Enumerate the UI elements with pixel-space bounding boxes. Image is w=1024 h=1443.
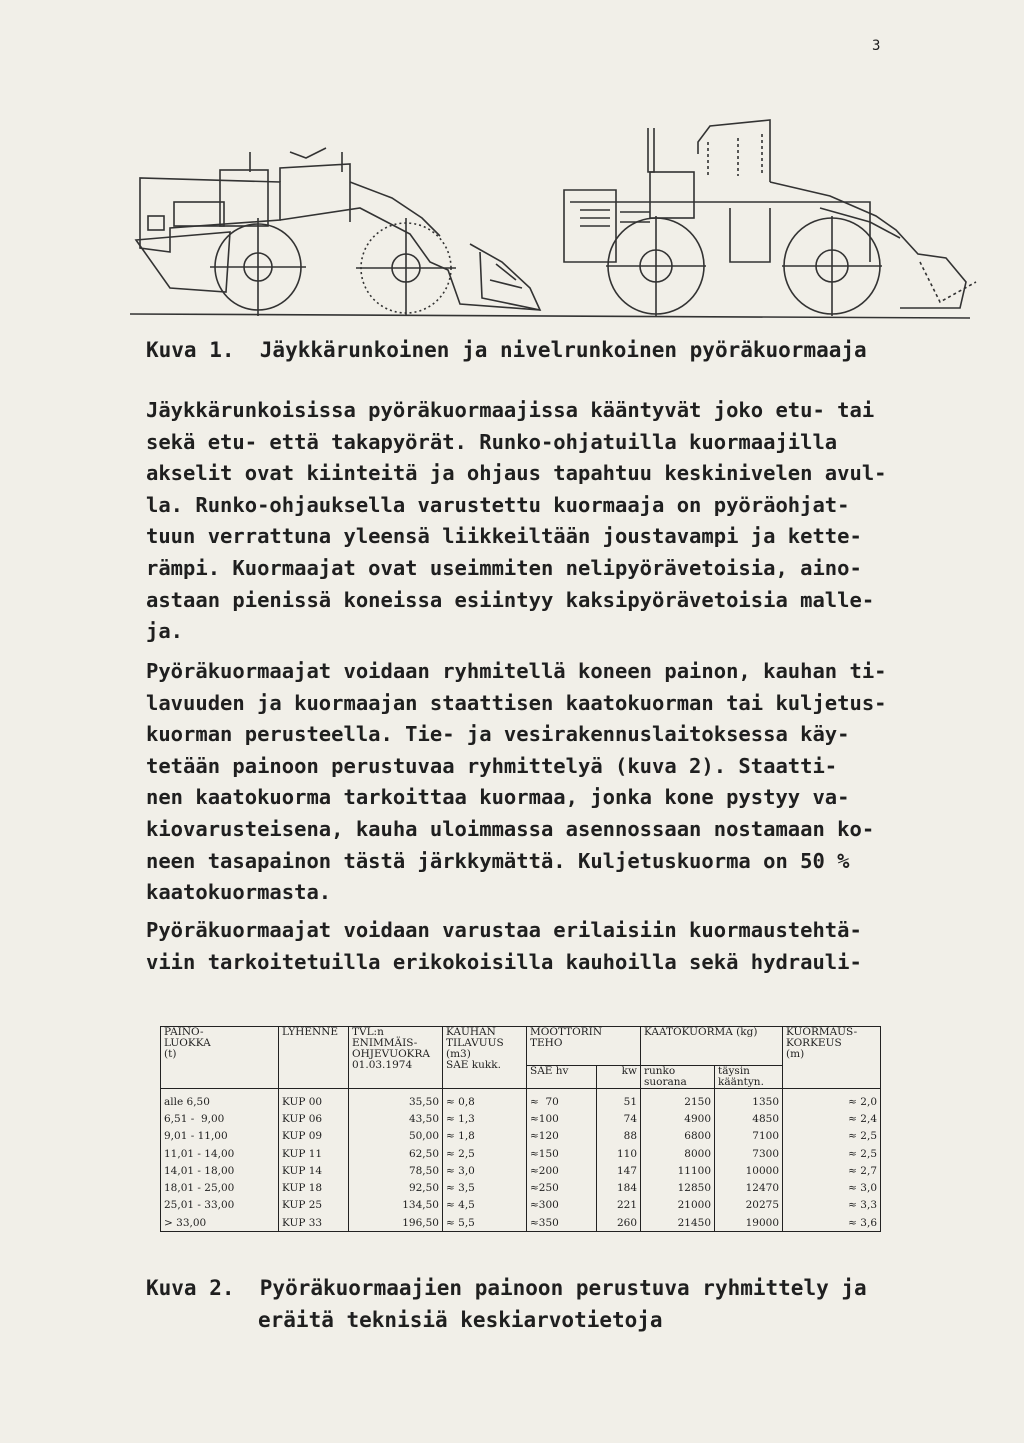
paragraph-line: astaan pienissä koneissa esiintyy kaksipyörävetoisia malle- (146, 587, 875, 612)
caption-line: Kuva 2. Pyöräkuormaajien painoon perustuva ryhmittely ja (146, 1276, 867, 1300)
table-cell: 7100 (715, 1128, 783, 1145)
paragraph-line: neen tasapainon tästä järkkymättä. Kuljetuskuorma on 50 % (146, 848, 850, 873)
table-cell: 8000 (641, 1145, 715, 1162)
table-cell: KUP 06 (279, 1110, 349, 1127)
table-cell: 11,01 - 14,00 (161, 1145, 279, 1162)
paragraph-line: la. Runko-ohjauksella varustettu kuormaaja on pyöräohjat- (146, 492, 850, 517)
header-moottorin-teho: MOOTTORIN TEHO (527, 1027, 641, 1066)
table-row (161, 1162, 881, 1179)
table-cell: 7300 (715, 1145, 783, 1162)
table-cell: KUP 33 (279, 1214, 349, 1232)
table-cell: KUP 14 (279, 1162, 349, 1179)
table-cell: KUP 18 (279, 1179, 349, 1196)
table-cell: KUP 25 (279, 1197, 349, 1214)
table-cell: ≈ 5,5 (443, 1214, 527, 1232)
table-cell: ≈ 3,0 (783, 1179, 881, 1196)
table-cell: ≈ 3,6 (783, 1214, 881, 1232)
caption-line: eräitä teknisiä keskiarvotietoja (258, 1308, 663, 1332)
table-cell: ≈ 2,0 (783, 1089, 881, 1111)
loader-class-table (160, 1026, 880, 1256)
header-runko: runko suorana (641, 1066, 715, 1089)
table-cell: ≈ 2,5 (783, 1128, 881, 1145)
table-cell: 1350 (715, 1089, 783, 1111)
table-cell: 21000 (641, 1197, 715, 1214)
table-cell: 6800 (641, 1128, 715, 1145)
table-row (161, 1089, 881, 1111)
table-cell: 6,51 - 9,00 (161, 1110, 279, 1127)
table-cell: ≈ 2,5 (783, 1145, 881, 1162)
table-cell: ≈120 (527, 1128, 597, 1145)
table-row (161, 1110, 881, 1127)
table-cell: ≈ 4,5 (443, 1197, 527, 1214)
table-cell: 14,01 - 18,00 (161, 1162, 279, 1179)
paragraph-line: sekä etu- että takapyörät. Runko-ohjatuilla kuormaajilla (146, 429, 838, 454)
paragraph-1 (146, 395, 946, 648)
header-kaatokuorma: KAATOKUORMA (kg) (641, 1027, 783, 1066)
header-sae-hv: SAE hv (527, 1066, 597, 1089)
table-cell: ≈ 3,0 (443, 1162, 527, 1179)
paragraph-line: akselit ovat kiinteitä ja ohjaus tapahtuu keskinivelen avul- (146, 461, 887, 486)
paragraph-line: kiovarusteisena, kauha uloimmassa asennossaan nostamaan ko- (146, 816, 875, 841)
table-cell: 184 (597, 1179, 641, 1196)
table-cell: ≈ 3,5 (443, 1179, 527, 1196)
table-cell: 88 (597, 1128, 641, 1145)
paragraph-line: Pyöräkuormaajat voidaan ryhmitellä koneen painon, kauhan ti- (146, 659, 887, 683)
paragraph-line: lavuuden ja kuormaajan staattisen kaatokuorman tai kuljetus- (146, 690, 887, 715)
header-taysin: täysin kääntyn. (715, 1066, 783, 1089)
table-cell: 35,50 (349, 1089, 443, 1111)
table-cell: 78,50 (349, 1162, 443, 1179)
table-cell: ≈ 1,3 (443, 1110, 527, 1127)
table-cell: ≈ 70 (527, 1089, 597, 1111)
paragraph-line: rämpi. Kuormaajat ovat useimmiten nelipyörävetoisia, aino- (146, 555, 862, 580)
table-cell: KUP 09 (279, 1128, 349, 1145)
paragraph-line: Jäykkärunkoisissa pyöräkuormaajissa kääntyvät joko etu- tai (146, 398, 875, 422)
table-cell: 9,01 - 11,00 (161, 1128, 279, 1145)
table-row (161, 1179, 881, 1196)
paragraph-line: Pyöräkuormaajat voidaan varustaa erilaisiin kuormaustehtä- (146, 918, 862, 942)
rigid-frame-loader-drawing (136, 148, 540, 316)
table-cell: 21450 (641, 1214, 715, 1232)
figure1-caption: Kuva 1. Jäykkärunkoinen ja nivelrunkoinen pyöräkuormaaja (146, 338, 867, 362)
table-cell: 110 (597, 1145, 641, 1162)
loader-illustrations (130, 112, 990, 332)
paragraph-line: ja. (146, 619, 184, 644)
table-cell: 62,50 (349, 1145, 443, 1162)
table-cell: KUP 11 (279, 1145, 349, 1162)
paragraph-line: kuorman perusteella. Tie- ja vesirakennuslaitoksessa käy- (146, 722, 850, 747)
header-paino: PAINO- LUOKKA (t) (161, 1027, 279, 1089)
table-cell: 18,01 - 25,00 (161, 1179, 279, 1196)
table-cell: 50,00 (349, 1128, 443, 1145)
paragraph-3 (146, 915, 946, 978)
table-cell: 74 (597, 1110, 641, 1127)
header-lyhenne: LYHENNE (279, 1027, 349, 1089)
table-body (161, 1089, 881, 1232)
table-cell: 4850 (715, 1110, 783, 1127)
table-cell: 221 (597, 1197, 641, 1214)
table-cell: ≈350 (527, 1214, 597, 1232)
paragraph-line: viin tarkoitetuilla erikokoisilla kauhoilla sekä hydrauli- (146, 949, 862, 974)
table-cell: ≈300 (527, 1197, 597, 1214)
paragraph-2 (146, 656, 946, 909)
table-row (161, 1197, 881, 1214)
paragraph-line: tetään painoon perustuvaa ryhmittelyä (kuva 2). Staatti- (146, 753, 838, 778)
paragraph-line: tuun verrattuna yleensä liikkeiltään joustavampi ja kette- (146, 524, 862, 549)
table-cell: 12470 (715, 1179, 783, 1196)
table-cell: alle 6,50 (161, 1089, 279, 1111)
table-row (161, 1214, 881, 1232)
header-kw: kw (597, 1066, 641, 1089)
table-cell: 92,50 (349, 1179, 443, 1196)
table-cell: 147 (597, 1162, 641, 1179)
table-cell: 10000 (715, 1162, 783, 1179)
table-row (161, 1128, 881, 1145)
table-cell: 12850 (641, 1179, 715, 1196)
paragraph-line: nen kaatokuorma tarkoittaa kuormaa, jonka kone pystyy va- (146, 785, 850, 810)
table-cell: ≈150 (527, 1145, 597, 1162)
table-cell: ≈ 3,3 (783, 1197, 881, 1214)
table-cell: 4900 (641, 1110, 715, 1127)
table-cell: KUP 00 (279, 1089, 349, 1111)
table-cell: 134,50 (349, 1197, 443, 1214)
table-cell: > 33,00 (161, 1214, 279, 1232)
table-cell: 25,01 - 33,00 (161, 1197, 279, 1214)
table-cell: ≈ 2,7 (783, 1162, 881, 1179)
page-number: 3 (872, 38, 881, 54)
articulated-loader-drawing (564, 120, 976, 316)
table-cell: 51 (597, 1089, 641, 1111)
table-cell: ≈100 (527, 1110, 597, 1127)
header-kauhan: KAUHAN TILAVUUS (m3) SAE kukk. (443, 1027, 527, 1089)
table-cell: ≈ 0,8 (443, 1089, 527, 1111)
figure2-caption (146, 1272, 867, 1336)
table-cell: 20275 (715, 1197, 783, 1214)
header-tvl: TVL:n ENIMMÄIS- OHJEVUOKRA 01.03.1974 (349, 1027, 443, 1089)
table-cell: 43,50 (349, 1110, 443, 1127)
table-cell: 196,50 (349, 1214, 443, 1232)
paragraph-line: kaatokuormasta. (146, 880, 332, 905)
table-cell: ≈250 (527, 1179, 597, 1196)
table-cell: 260 (597, 1214, 641, 1232)
table-cell: 11100 (641, 1162, 715, 1179)
table-row (161, 1145, 881, 1162)
table-cell: ≈200 (527, 1162, 597, 1179)
table-cell: 19000 (715, 1214, 783, 1232)
table-cell: ≈ 2,5 (443, 1145, 527, 1162)
table-cell: ≈ 2,4 (783, 1110, 881, 1127)
header-kuormauskorkeus: KUORMAUS- KORKEUS (m) (783, 1027, 881, 1089)
table-cell: ≈ 1,8 (443, 1128, 527, 1145)
table-cell: 2150 (641, 1089, 715, 1111)
